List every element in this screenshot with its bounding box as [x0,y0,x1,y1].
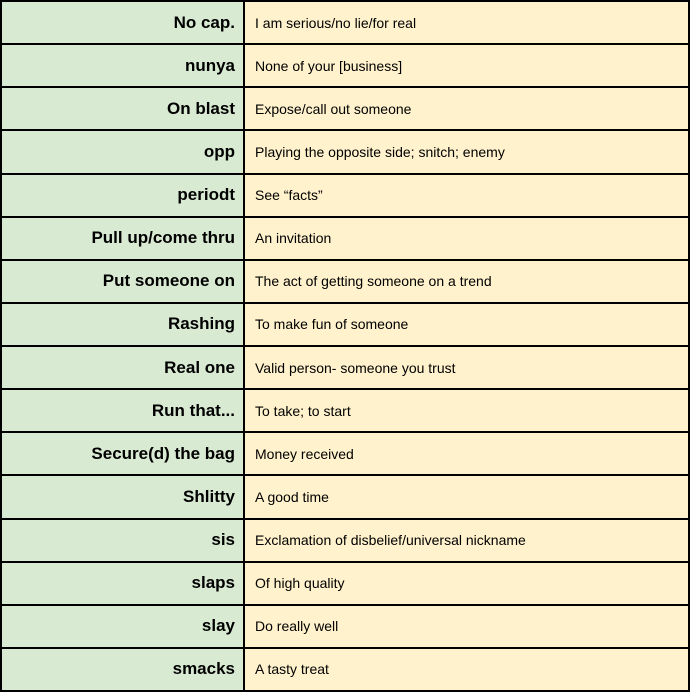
table-row [1,1,689,44]
definition-cell: Do really well [244,605,689,648]
table-row [1,303,689,346]
term-cell: Rashing [1,303,244,346]
term-cell: Shlitty [1,475,244,518]
term-cell: Secure(d) the bag [1,432,244,475]
definition-cell: Of high quality [244,562,689,605]
term-cell: On blast [1,87,244,130]
term-cell: Run that... [1,389,244,432]
definition-cell: Money received [244,432,689,475]
table-row [1,605,689,648]
table-row [1,346,689,389]
definition-cell: See “facts” [244,174,689,217]
table-row [1,130,689,173]
definition-cell: To make fun of someone [244,303,689,346]
table-body [1,1,689,691]
table-row [1,44,689,87]
definition-cell: Playing the opposite side; snitch; enemy [244,130,689,173]
definition-cell: Valid person- someone you trust [244,346,689,389]
term-cell: Put someone on [1,260,244,303]
term-cell: No cap. [1,1,244,44]
term-cell: nunya [1,44,244,87]
definition-cell: None of your [business] [244,44,689,87]
table-row [1,87,689,130]
table-row [1,217,689,260]
definition-cell: To take; to start [244,389,689,432]
table-row [1,562,689,605]
table-row [1,475,689,518]
definition-cell: A tasty treat [244,648,689,691]
term-cell: Pull up/come thru [1,217,244,260]
term-cell: slaps [1,562,244,605]
term-cell: Real one [1,346,244,389]
table-row [1,389,689,432]
definition-cell: An invitation [244,217,689,260]
table-row [1,519,689,562]
table-row [1,260,689,303]
term-cell: periodt [1,174,244,217]
term-cell: slay [1,605,244,648]
table-row [1,648,689,691]
table-row [1,174,689,217]
definition-cell: I am serious/no lie/for real [244,1,689,44]
definition-cell: A good time [244,475,689,518]
term-cell: sis [1,519,244,562]
definition-cell: Exclamation of disbelief/universal nickname [244,519,689,562]
term-cell: opp [1,130,244,173]
definition-cell: Expose/call out someone [244,87,689,130]
table-row [1,432,689,475]
term-cell: smacks [1,648,244,691]
definition-cell: The act of getting someone on a trend [244,260,689,303]
